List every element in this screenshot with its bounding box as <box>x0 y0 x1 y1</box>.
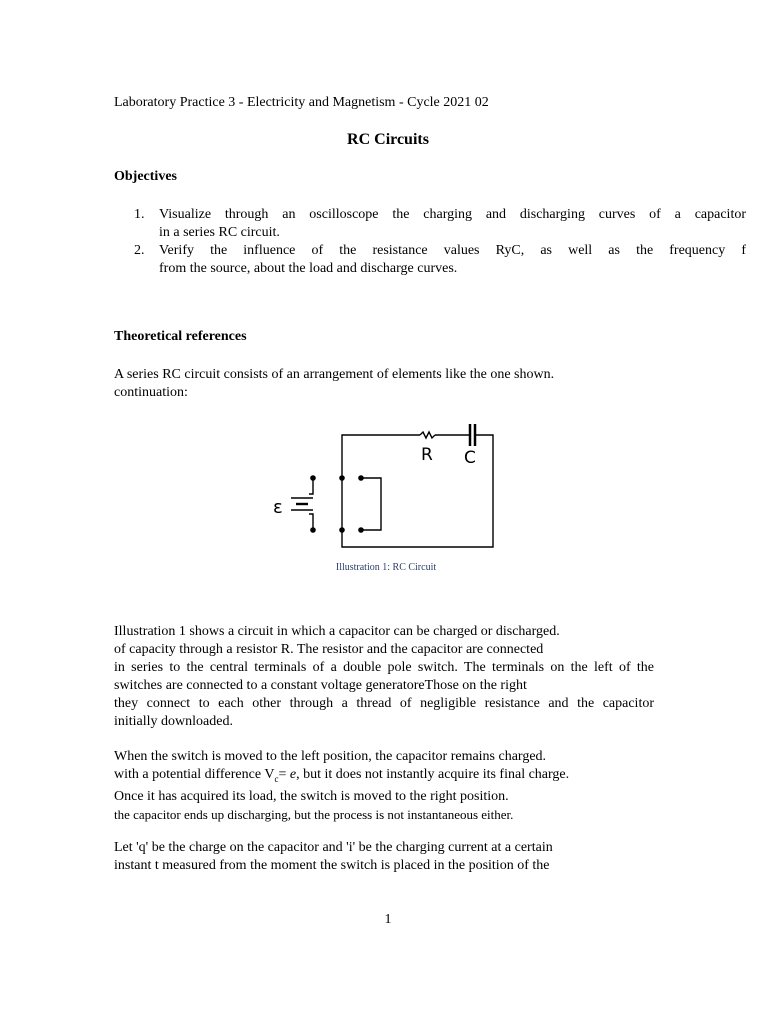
text-line: Illustration 1 shows a circuit in which a capacitor can be charged or discharged. <box>114 624 560 639</box>
subscript: c <box>274 773 279 784</box>
page-title: RC Circuits <box>347 131 429 148</box>
objective-number: 2. <box>134 243 145 258</box>
objective-number: 1. <box>134 207 145 222</box>
variable: e <box>289 767 297 782</box>
text-line: in series to the central terminals of a double pole switch. The terminals on the left of the <box>114 660 654 675</box>
text-line: When the switch is moved to the left position, the capacitor remains charged. <box>114 749 547 764</box>
capacitor-label: C <box>464 448 476 468</box>
resistor-label: R <box>421 445 433 465</box>
paragraph-circuit-description <box>114 623 654 731</box>
document-header: Laboratory Practice 3 - Electricity and Magnetism - Cycle 2021 02 <box>114 95 489 110</box>
paragraph-charge-definition <box>114 839 714 875</box>
switch-terminals <box>310 475 364 533</box>
objective-text: Visualize through an oscilloscope the charging and discharging curves of a capacitor <box>159 207 746 222</box>
text-line: A series RC circuit consists of an arrangement of elements like the one shown. <box>114 367 555 382</box>
wire-short-right <box>361 478 381 530</box>
resistor-symbol <box>420 432 435 438</box>
text-fragment: with a potential difference V <box>114 767 275 782</box>
text-line: the capacitor ends up discharging, but the process is not instantaneous either. <box>114 806 514 822</box>
theory-intro <box>114 366 654 402</box>
wire-top-left <box>342 435 420 478</box>
objective-item <box>134 206 746 242</box>
text-line: continuation: <box>114 385 188 400</box>
objectives-heading: Objectives <box>114 169 177 184</box>
objective-item <box>134 242 746 278</box>
objectives-list <box>134 206 746 278</box>
objective-text: Verify the influence of the resistance values RyC, as well as the frequency f <box>159 243 746 258</box>
text-line: Once it has acquired its load, the switch is moved to the right position. <box>114 788 509 804</box>
paragraph-charging <box>114 748 654 824</box>
objective-text: in a series RC circuit. <box>159 225 280 240</box>
text-line <box>114 766 654 788</box>
text-fragment: = <box>278 767 290 782</box>
text-line: of capacity through a resistor R. The resistor and the capacitor are connected <box>114 642 544 657</box>
rc-circuit-diagram <box>265 418 505 558</box>
text-line: they connect to each other through a thread of negligible resistance and the capacitor <box>114 696 654 711</box>
text-fragment: , but it does not instantly acquire its final charge. <box>296 767 570 782</box>
text-line: Let 'q' be the charge on the capacitor and 'i' be the charging current at a certain <box>114 840 553 855</box>
figure-caption: Illustration 1: RC Circuit <box>335 562 437 573</box>
text-line: initially downloaded. <box>114 714 233 729</box>
text-line: switches are connected to a constant voltage generatoreThose on the right <box>114 678 527 693</box>
theory-heading: Theoretical references <box>114 329 247 344</box>
text-line: instant t measured from the moment the switch is placed in the position of the <box>114 858 550 873</box>
emf-label: ε <box>273 497 283 518</box>
page-number: 1 <box>384 912 392 927</box>
objective-text: from the source, about the load and discharge curves. <box>159 261 458 276</box>
